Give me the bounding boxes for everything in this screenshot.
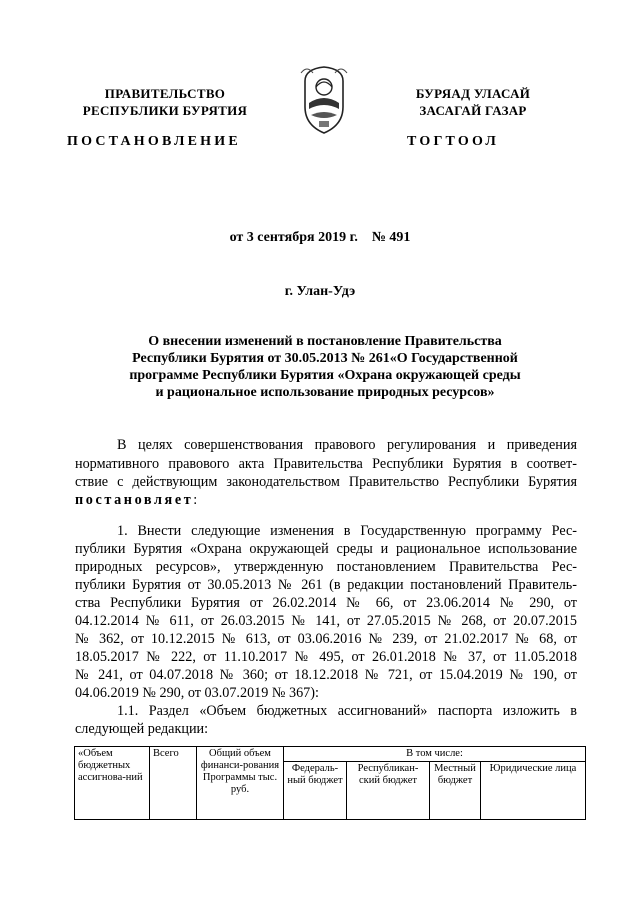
coat-of-arms-emblem (299, 63, 349, 135)
title-line: О внесении изменений в постановление Правительства (148, 334, 502, 349)
table-cell-budget-label: «Объем бюджетных ассигнова-ний (75, 747, 150, 820)
document-city: г. Улан-Удэ (284, 284, 356, 299)
table-cell-overall-funding: Общий объем финанси-рования Программы тыс. руб. (197, 747, 284, 820)
table-cell-republican-budget: Республикан-ский бюджет (347, 762, 430, 820)
body-line: следующей редакции: (75, 721, 209, 737)
table-cell-including: В том числе: (284, 747, 586, 762)
budget-table (74, 746, 586, 820)
table-cell-federal-budget: Федераль-ный бюджет (284, 762, 347, 820)
resolves-colon: : (193, 492, 198, 508)
table-cell-total: Всего (150, 747, 197, 820)
body-line: № 362, от 10.12.2015 № 613, от 03.06.2016 № 239, от 21.02.2017 № 68, от (75, 631, 577, 647)
document-date-number: от 3 сентября 2019 г. № 491 (229, 230, 411, 245)
doc-type-ru: ПОСТАНОВЛЕНИЕ (67, 134, 241, 149)
government-name-bua-line2: ЗАСАГАЙ ГАЗАР (419, 103, 527, 118)
body-line-resolves (75, 491, 577, 509)
body-line: 18.05.2017 № 222, от 11.10.2017 № 495, от 26.01.2018 № 37, от 11.05.2018 (75, 649, 577, 665)
body-line: природных ресурсов», утвержденную постановлением Правительства Рес- (75, 559, 577, 575)
table-cell-local-budget: Местный бюджет (430, 762, 481, 820)
body-line: 04.06.2019 № 290, от 03.07.2019 № 367): (75, 685, 319, 701)
body-line: ства Республики Бурятия от 26.02.2014 № 66, от 23.06.2014 № 290, от (75, 595, 577, 611)
table-cell-legal-entities: Юридические лица (481, 762, 586, 820)
body-line: публики Бурятия «Охрана окружающей среды и рациональное использование (75, 541, 577, 557)
government-name-ru-line2: РЕСПУБЛИКИ БУРЯТИЯ (82, 103, 248, 118)
header-right (388, 85, 558, 119)
body-line: 04.12.2014 № 611, от 26.03.2015 № 141, от 27.05.2015 № 268, от 20.07.2015 (75, 613, 577, 629)
title-line: программе Республики Бурятия «Охрана окружающей среды (129, 368, 521, 383)
table-row (75, 747, 586, 762)
government-name-ru-line1: ПРАВИТЕЛЬСТВО (104, 86, 226, 101)
title-line: Республики Бурятия от 30.05.2013 № 261«О Государственной (132, 351, 518, 366)
document-title (70, 333, 580, 401)
body-line: ствие с действующим законодательством Правительство Республики Бурятия (75, 474, 577, 490)
government-name-bua-line1: БУРЯАД УЛАСАЙ (415, 86, 531, 101)
body-line: 1. Внести следующие изменения в Государственную программу Рес- (117, 523, 577, 539)
body-line: публики Бурятия от 30.05.2013 № 261 (в редакции постановлений Правитель- (75, 577, 577, 593)
title-line: и рациональное использование природных ресурсов» (155, 385, 495, 400)
body-line: 1.1. Раздел «Объем бюджетных ассигнований» паспорта изложить в (117, 703, 577, 719)
header-left (70, 85, 260, 119)
body-line: В целях совершенствования правового регулирования и приведения (117, 437, 577, 453)
body-line: № 241, от 04.07.2018 № 360; от 18.12.2018 № 721, от 15.04.2019 № 190, от (75, 667, 577, 683)
doc-type-bua: ТОГТООЛ (407, 134, 500, 149)
resolves-word: постановляет (75, 492, 194, 508)
body-line: нормативного правового акта Правительства Республики Бурятия в соответ- (75, 456, 577, 472)
